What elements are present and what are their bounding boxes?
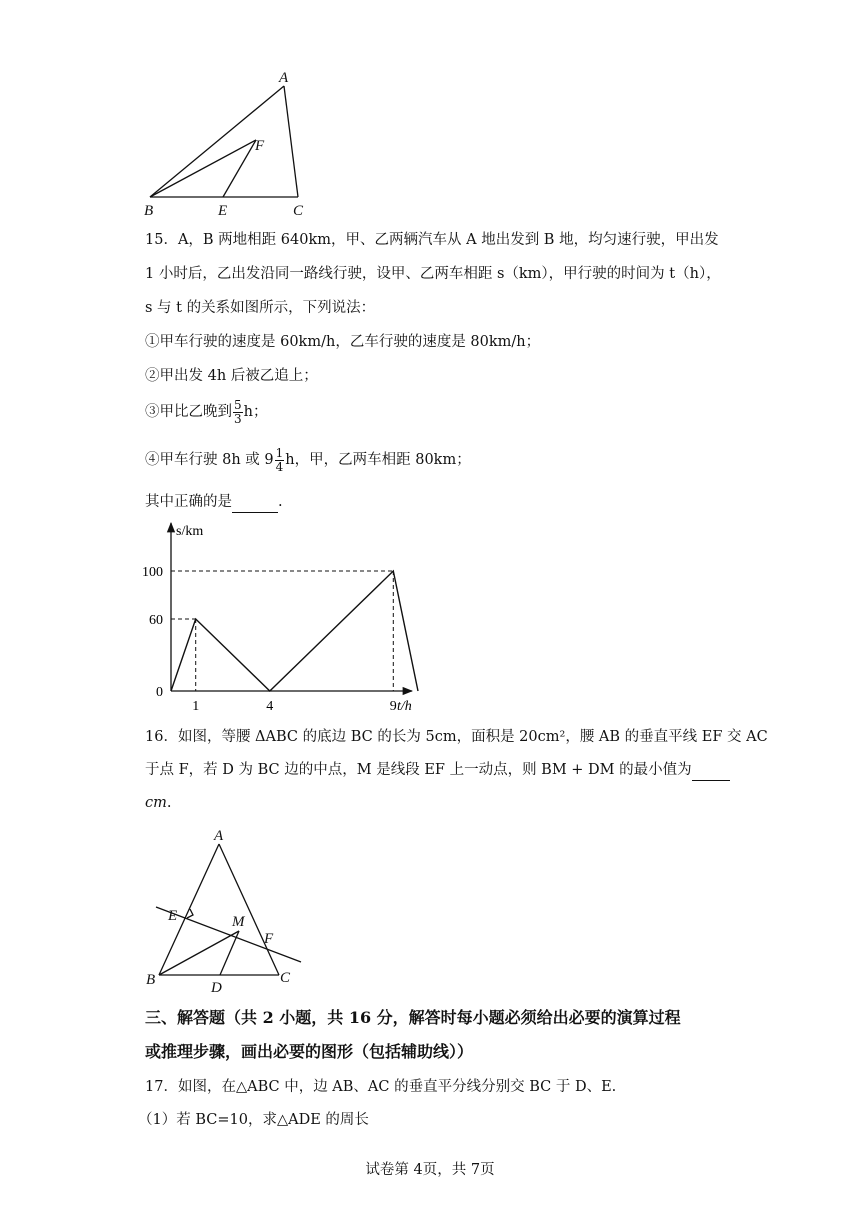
fraction-1-4 — [275, 447, 285, 474]
x-axis-label: t/h — [397, 699, 412, 714]
y-tick-label: 60 — [149, 613, 163, 628]
section-heading-line1: 三、解答题（共 2 小题，共 16 分，解答时每小题必须给出必要的演算过程 — [145, 1008, 681, 1027]
q17-line1: 17．如图，在△ABC 中，边 AB、AC 的垂直平分线分别交 BC 于 D、E. — [145, 1079, 617, 1095]
q16-line2-text: 于点 F，若 D 为 BC 边的中点，M 是线段 EF 上一动点，则 BM + DM 的最小值为 — [145, 762, 692, 778]
q15-line3: s 与 t 的关系如图所示，下列说法： — [145, 300, 376, 316]
answer-blank — [232, 492, 278, 513]
q15-line1: 15．A，B 两地相距 640km，甲、乙两辆汽车从 A 地出发到 B 地，均匀速行驶，甲出发 — [145, 232, 719, 248]
label-B: B — [146, 972, 156, 988]
label-B: B — [144, 203, 154, 219]
q16-unit: cm — [145, 795, 167, 811]
distance-time-graph — [140, 518, 430, 718]
y-tick-label: 100 — [142, 565, 163, 580]
q15-option-3-text: ③甲比乙晚到 — [145, 404, 232, 420]
q15-option-4-rest: h，甲，乙两车相距 80km； — [285, 452, 471, 468]
q15-option-1: ①甲车行驶的速度是 60km/h，乙车行驶的速度是 80km/h； — [145, 334, 541, 350]
q15-option-4 — [145, 445, 471, 475]
label-A: A — [214, 828, 224, 844]
q16-line1: 16．如图，等腰 ΔABC 的底边 BC 的长为 5cm，面积是 20cm²，腰 AB 的垂直平线 EF 交 AC — [145, 729, 768, 745]
y-axis-label: s/km — [176, 524, 204, 539]
label-C: C — [280, 970, 291, 986]
answer-blank — [692, 760, 730, 781]
q16-period: . — [166, 795, 172, 811]
x-tick-label: 4 — [266, 699, 274, 714]
label-C: C — [293, 203, 304, 219]
label-E: E — [218, 203, 228, 219]
q15-option-3 — [145, 397, 267, 427]
label-A: A — [279, 70, 289, 86]
fraction-denominator: 4 — [275, 459, 284, 474]
label-E: E — [168, 908, 178, 924]
fraction-5-3 — [233, 399, 243, 426]
fraction-numerator: 1 — [275, 445, 284, 460]
x-tick-label: 1 — [192, 699, 200, 714]
section-heading-line2: 或推理步骤，画出必要的图形（包括辅助线）） — [145, 1042, 474, 1061]
label-F: F — [255, 138, 265, 154]
triangle-figure-1 — [130, 60, 330, 220]
fraction-denominator: 3 — [234, 411, 242, 426]
y-tick-label: 0 — [156, 685, 163, 700]
q16-line3 — [145, 793, 171, 813]
q15-option-2: ②甲出发 4h 后被乙追上； — [145, 368, 318, 384]
q15-option-3-unit: h； — [243, 404, 268, 420]
q15-line2: 1 小时后，乙出发沿同一路线行驶，设甲、乙两车相距 s（km），甲行驶的时间为 t（h）， — [145, 266, 721, 282]
q15-answer-prompt — [145, 492, 283, 513]
fraction-numerator: 5 — [234, 397, 242, 412]
x-tick-label: 9 — [389, 699, 397, 714]
triangle-figure-2 — [138, 822, 318, 997]
q15-answer-text: 其中正确的是 — [145, 494, 232, 510]
q17-part1: （1）若 BC=10，求△ADE 的周长 — [138, 1112, 369, 1128]
label-M: M — [232, 914, 245, 930]
page-footer: 试卷第 4页，共 7页 — [365, 1162, 495, 1178]
series-line — [171, 571, 418, 691]
label-D: D — [211, 980, 222, 996]
q15-option-4-text: ④甲车行驶 8h 或 9 — [145, 452, 274, 468]
q15-answer-period: . — [278, 494, 283, 510]
label-F: F — [264, 931, 274, 947]
q16-line2 — [145, 760, 730, 781]
